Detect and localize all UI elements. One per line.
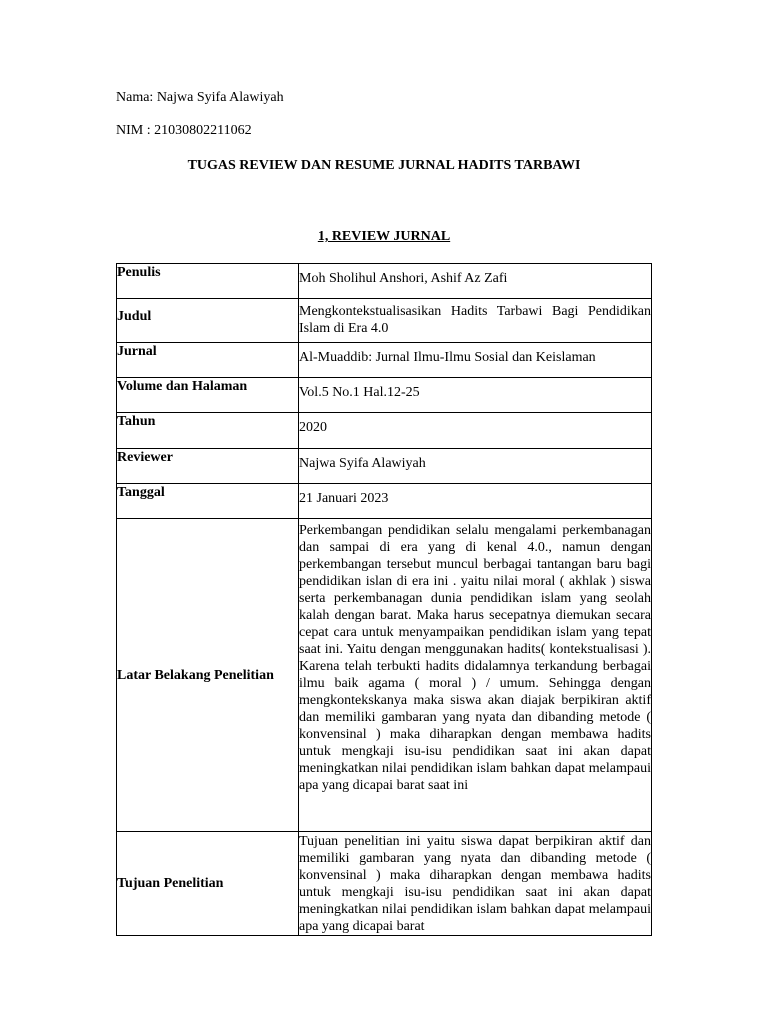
table-row [117, 832, 652, 936]
latar-value: Perkembangan pendidikan selalu mengalami perkembanagan dan sampai di era yang di kenal 4.0., namun dengan perkembangan tersebut muncul berbagai tantangan baru bagi pendidikan islan di era ini . yaitu nilai moral ( akhlak ) siswa serta perkembanagan dunia pendidikan islam yang seolah kalah dengan barat. Maka harus secepatnya diemukan secara cepat cara untuk menyampaikan pendidikan islam yang tepat saat ini. Yaitu dengan menggunakan hadits( kontekstualisasi ). Karena telah terbukti hadits didalamnya terkandung berbagai ilmu baik agama ( moral ) / umum. Sehingga dengan mengkontekskanya maka siswa akan diajak berpikiran aktif dan memiliki gambaran yang nyata dan dibanding metode ( konvensinal ) maka diharapkan dengan membawa hadits untuk mengkaji isu-isu pendidikan saat ini akan dapat meningkatkan nilai pendidikan islam bahkan dapat melampaui apa yang dicapai barat saat ini [299, 523, 651, 793]
row-value [299, 264, 652, 299]
judul-value: Mengkontekstualisasikan Hadits Tarbawi Bagi Pendidikan Islam di Era 4.0 [299, 304, 651, 336]
table-row [117, 449, 652, 484]
tahun-value: 2020 [299, 420, 327, 435]
row-label: Jurnal [117, 343, 299, 378]
row-value [299, 832, 652, 936]
section-title: 1, REVIEW JURNAL [317, 229, 451, 244]
page-title: TUGAS REVIEW DAN RESUME JURNAL HADITS TARBAWI [187, 158, 581, 173]
row-value [299, 484, 652, 519]
row-value [299, 519, 652, 832]
row-value [299, 299, 652, 343]
volume-value: Vol.5 No.1 Hal.12-25 [299, 385, 420, 400]
table-row [117, 519, 652, 832]
row-label: Tujuan Penelitian [117, 832, 299, 936]
table-row [117, 378, 652, 413]
row-label: Latar Belakang Penelitian [117, 519, 299, 832]
table-row [117, 264, 652, 299]
row-value [299, 343, 652, 378]
table-row [117, 299, 652, 343]
reviewer-value: Najwa Syifa Alawiyah [299, 456, 426, 471]
tujuan-value: Tujuan penelitian ini yaitu siswa dapat berpikiran aktif dan memiliki gambaran yang nyata dan dibanding metode ( konvensinal ) maka diharapkan dengan membawa hadits untuk mengkaji isu-isu pendidikan saat ini akan dapat meningkatkan nilai pendidikan islam bahkan dapat melampaui apa yang dicapai barat [299, 834, 651, 934]
row-label: Tahun [117, 413, 299, 449]
row-label: Tanggal [117, 484, 299, 519]
row-value [299, 449, 652, 484]
tanggal-value: 21 Januari 2023 [299, 491, 389, 506]
table-row [117, 343, 652, 378]
row-value [299, 378, 652, 413]
student-nim: NIM : 21030802211062 [116, 123, 252, 138]
penulis-value: Moh Sholihul Anshori, Ashif Az Zafi [299, 271, 508, 286]
row-label: Volume dan Halaman [117, 378, 299, 413]
table-row [117, 484, 652, 519]
student-name: Nama: Najwa Syifa Alawiyah [116, 90, 284, 105]
row-value [299, 413, 652, 449]
table-row [117, 413, 652, 449]
jurnal-value: Al-Muaddib: Jurnal Ilmu-Ilmu Sosial dan Keislaman [299, 350, 596, 365]
row-label: Penulis [117, 264, 299, 299]
row-label: Judul [117, 299, 299, 343]
row-label: Reviewer [117, 449, 299, 484]
review-table [116, 263, 652, 936]
